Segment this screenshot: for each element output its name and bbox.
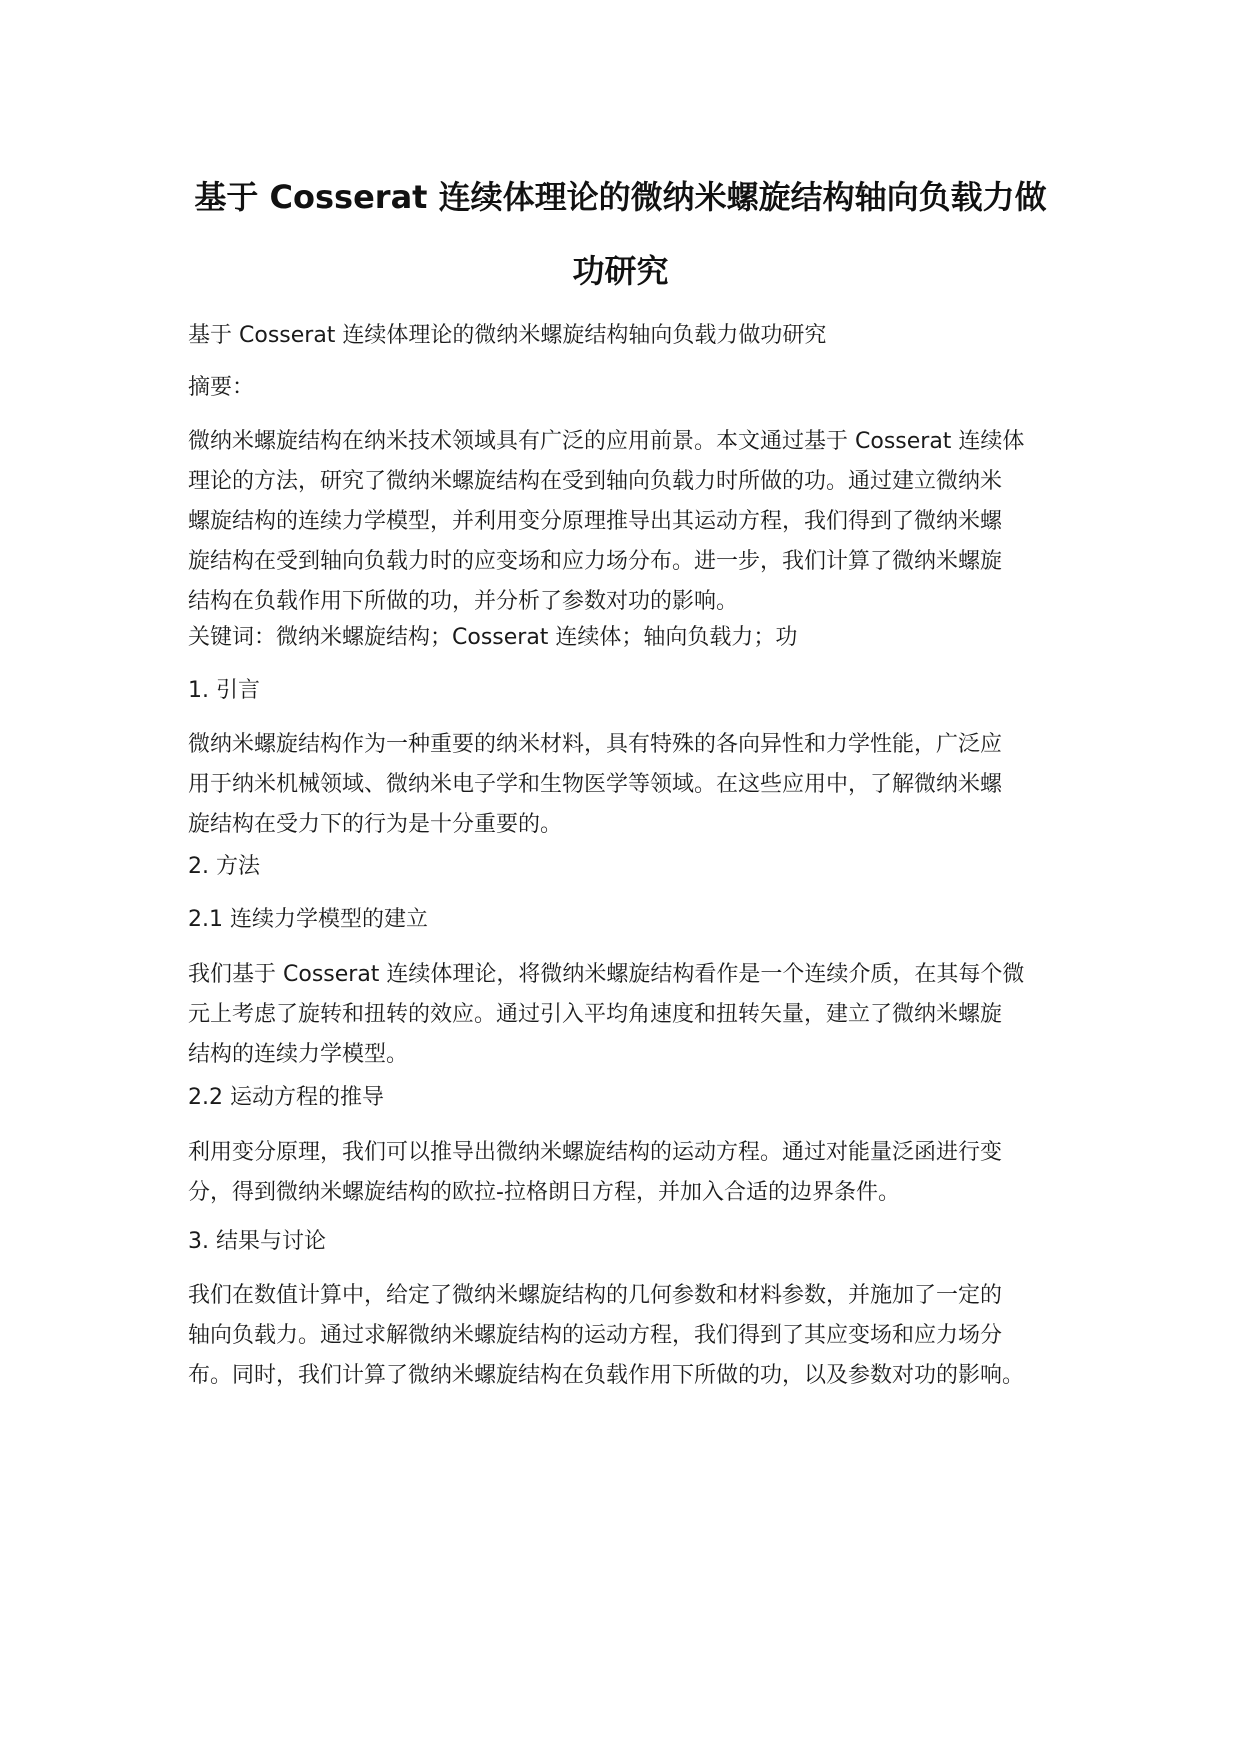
paragraph-line: 螺旋结构的连续力学模型，并利用变分原理推导出其运动方程，我们得到了微纳米螺 bbox=[188, 509, 1003, 534]
paragraph-line: 我们基于 Cosserat 连续体理论，将微纳米螺旋结构看作是一个连续介质，在其每个微 bbox=[188, 962, 1025, 987]
section-heading-introduction: 1. 引言 bbox=[188, 678, 260, 703]
section-heading-results: 3. 结果与讨论 bbox=[188, 1229, 326, 1254]
section-heading-methods: 2. 方法 bbox=[188, 854, 260, 879]
document-title: 基于 Cosserat 连续体理论的微纳米螺旋结构轴向负载力做功研究 bbox=[194, 178, 1047, 290]
equations-paragraph bbox=[188, 1133, 1058, 1213]
subsection-heading-equations: 2.2 运动方程的推导 bbox=[188, 1085, 384, 1110]
abstract-label: 摘要： bbox=[188, 375, 255, 400]
paragraph-line: 布。同时，我们计算了微纳米螺旋结构在负载作用下所做的功，以及参数对功的影响。 bbox=[188, 1363, 1025, 1388]
results-paragraph bbox=[188, 1276, 1058, 1396]
abstract-paragraph bbox=[188, 422, 1058, 622]
paragraph-line: 理论的方法，研究了微纳米螺旋结构在受到轴向负载力时所做的功。通过建立微纳米 bbox=[188, 469, 1003, 494]
paragraph-line: 结构的连续力学模型。 bbox=[188, 1042, 409, 1067]
paragraph-line: 旋结构在受到轴向负载力时的应变场和应力场分布。进一步，我们计算了微纳米螺旋 bbox=[188, 549, 1003, 574]
paragraph-line: 结构在负载作用下所做的功，并分析了参数对功的影响。 bbox=[188, 589, 739, 614]
paragraph-line: 用于纳米机械领域、微纳米电子学和生物医学等领域。在这些应用中，了解微纳米螺 bbox=[188, 772, 1003, 797]
paragraph-line: 旋结构在受力下的行为是十分重要的。 bbox=[188, 812, 563, 837]
document-subtitle: 基于 Cosserat 连续体理论的微纳米螺旋结构轴向负载力做功研究 bbox=[188, 323, 827, 348]
subsection-heading-model: 2.1 连续力学模型的建立 bbox=[188, 907, 428, 932]
paragraph-line: 元上考虑了旋转和扭转的效应。通过引入平均角速度和扭转矢量，建立了微纳米螺旋 bbox=[188, 1002, 1003, 1027]
paragraph-line: 微纳米螺旋结构在纳米技术领域具有广泛的应用前景。本文通过基于 Cosserat 连续体 bbox=[188, 429, 1025, 454]
paragraph-line: 我们在数值计算中，给定了微纳米螺旋结构的几何参数和材料参数，并施加了一定的 bbox=[188, 1283, 1003, 1308]
keywords-line: 关键词：微纳米螺旋结构；Cosserat 连续体；轴向负载力；功 bbox=[188, 625, 798, 650]
paragraph-line: 分，得到微纳米螺旋结构的欧拉-拉格朗日方程，并加入合适的边界条件。 bbox=[188, 1180, 900, 1205]
paragraph-line: 微纳米螺旋结构作为一种重要的纳米材料，具有特殊的各向异性和力学性能，广泛应 bbox=[188, 732, 1003, 757]
introduction-paragraph bbox=[188, 725, 1058, 845]
model-paragraph bbox=[188, 955, 1058, 1075]
paragraph-line: 轴向负载力。通过求解微纳米螺旋结构的运动方程，我们得到了其应变场和应力场分 bbox=[188, 1323, 1003, 1348]
paragraph-line: 利用变分原理，我们可以推导出微纳米螺旋结构的运动方程。通过对能量泛函进行变 bbox=[188, 1140, 1003, 1165]
